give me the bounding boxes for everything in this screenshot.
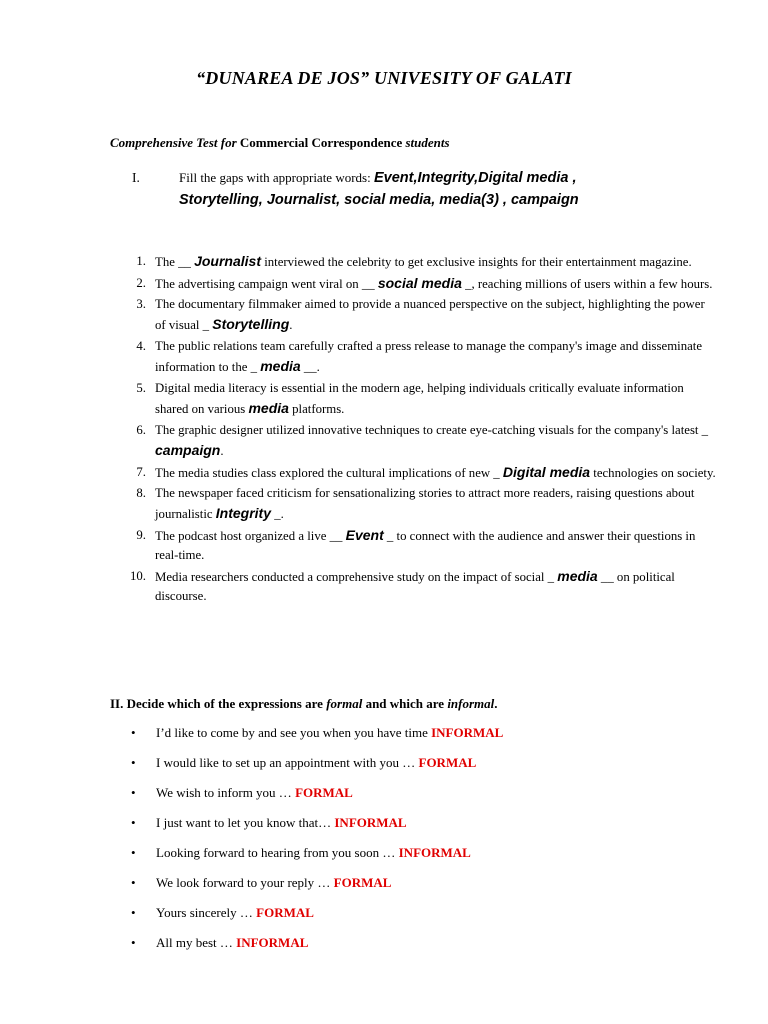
section-2-part-3: and which are (365, 696, 445, 711)
question-text-after: __ on political discourse. (155, 570, 675, 603)
question-text-before: The media studies class explored the cultural implications of new _ (155, 466, 503, 480)
test-subtitle (110, 135, 450, 151)
question-number: 8. (136, 486, 146, 500)
expression-text: We wish to inform you … (156, 785, 296, 800)
question-item (118, 463, 718, 483)
expression-text: Yours sincerely … (156, 905, 257, 920)
question-number: 10. (130, 569, 146, 583)
question-number: 5. (136, 381, 146, 395)
bullet-icon: • (131, 845, 136, 860)
question-answer: Integrity (215, 505, 272, 521)
question-answer: campaign (155, 442, 221, 458)
question-item (118, 567, 718, 606)
question-item (118, 526, 718, 565)
bullet-icon: • (131, 875, 136, 890)
question-item (118, 275, 718, 293)
question-text-before: The __ (155, 255, 195, 269)
bullet-icon: • (131, 755, 136, 770)
expression-answer: FORMAL (295, 785, 353, 800)
expression-text: Looking forward to hearing from you soon … (156, 845, 399, 860)
question-item (118, 336, 718, 377)
section-2-informal: informal (447, 696, 495, 711)
question-number: 2. (136, 276, 146, 290)
subtitle-part-1: Comprehensive Test for (110, 135, 237, 150)
section-2-period: . (494, 696, 498, 711)
question-text-after: _. (271, 507, 284, 521)
question-item (118, 294, 718, 335)
bullet-icon: • (131, 905, 136, 920)
question-text-after: _ to connect with the audience and answer their questions in real-time. (155, 529, 696, 562)
page-title: “DUNAREA DE JOS” UNIVESITY OF GALATI (196, 68, 572, 88)
question-text-after: __. (300, 360, 320, 374)
gap-fill-questions (118, 253, 718, 606)
question-answer: media (557, 568, 598, 584)
question-number: 9. (136, 528, 146, 542)
question-text-after: platforms. (288, 402, 345, 416)
expression-item (131, 752, 503, 782)
question-text-after: . (289, 318, 293, 332)
question-text-before: The documentary filmmaker aimed to provide a nuanced perspective on the subject, highlighting the power of visual _ (155, 297, 705, 332)
section-2-heading (110, 696, 498, 712)
expression-answer: FORMAL (256, 905, 314, 920)
word-bank-line-1: Event,Integrity,Digital media , (373, 170, 577, 186)
expression-item (131, 782, 503, 812)
bullet-icon: • (131, 785, 136, 800)
question-answer: Storytelling (212, 316, 290, 332)
expression-text: All my best … (156, 935, 237, 950)
question-number: 4. (136, 339, 146, 353)
question-item (118, 483, 718, 524)
expression-answer: INFORMAL (334, 815, 407, 830)
expression-item (131, 932, 503, 962)
expression-answer: INFORMAL (398, 845, 471, 860)
section-2-part-1: II. Decide which of the expressions are (110, 696, 323, 711)
expression-text: I would like to set up an appointment with you … (156, 755, 419, 770)
instruction-text: Fill the gaps with appropriate words: (179, 170, 371, 185)
question-answer: Journalist (194, 253, 261, 269)
question-item (118, 420, 718, 461)
question-item (118, 253, 718, 271)
question-text-before: The podcast host organized a live __ (155, 529, 346, 543)
question-answer: social media (377, 275, 462, 291)
expression-text: We look forward to your reply … (156, 875, 334, 890)
subtitle-part-3: students (405, 135, 450, 150)
bullet-icon: • (131, 725, 136, 740)
expression-answer: FORMAL (418, 755, 477, 770)
expression-item (131, 872, 503, 902)
expression-item (131, 812, 503, 842)
question-text-before: Media researchers conducted a comprehensive study on the impact of social _ (155, 570, 558, 584)
question-text-before: The advertising campaign went viral on __ (155, 277, 378, 291)
question-text-after: interviewed the celebrity to get exclusive insights for their entertainment magazine. (261, 255, 692, 269)
word-bank-line-2: Storytelling, Journalist, social media, media(3) , campaign (179, 192, 579, 208)
question-number: 7. (136, 465, 146, 479)
subtitle-part-2: Commercial Correspondence (239, 135, 403, 150)
question-number: 6. (136, 423, 146, 437)
expression-item (131, 722, 503, 752)
question-text-before: The newspaper faced criticism for sensationalizing stories to attract more readers, raising questions about journalistic (155, 486, 695, 521)
question-answer: Event (345, 527, 384, 543)
question-text-after: _, reaching millions of users within a few hours. (461, 277, 713, 291)
question-number: 1. (136, 254, 146, 268)
question-text-after: . (220, 444, 224, 458)
question-text-before: Digital media literacy is essential in the modern age, helping individuals critically evaluate information shared on various (155, 381, 684, 416)
bullet-icon: • (131, 935, 136, 950)
expression-text: I’d like to come by and see you when you have time (156, 725, 432, 740)
expression-item (131, 902, 503, 932)
expression-item (131, 842, 503, 872)
bullet-icon: • (131, 815, 136, 830)
question-text-before: The graphic designer utilized innovative techniques to create eye-catching visuals for the company's latest _ (155, 423, 709, 437)
question-item (118, 378, 718, 419)
question-answer: Digital media (502, 464, 591, 480)
expression-text: I just want to let you know that… (156, 815, 335, 830)
expression-answer: INFORMAL (431, 725, 504, 740)
expression-answer: INFORMAL (236, 935, 309, 950)
expression-list (131, 722, 503, 962)
expression-answer: FORMAL (333, 875, 392, 890)
section-1-numeral: I. (132, 170, 140, 185)
question-answer: media (260, 358, 301, 374)
question-number: 3. (136, 297, 146, 311)
question-answer: media (248, 400, 289, 416)
question-text-after: technologies on society. (590, 466, 716, 480)
section-1-instruction (179, 167, 649, 211)
section-2-formal: formal (326, 696, 363, 711)
question-text-before: The public relations team carefully crafted a press release to manage the company's image and disseminate information to the _ (155, 339, 703, 374)
